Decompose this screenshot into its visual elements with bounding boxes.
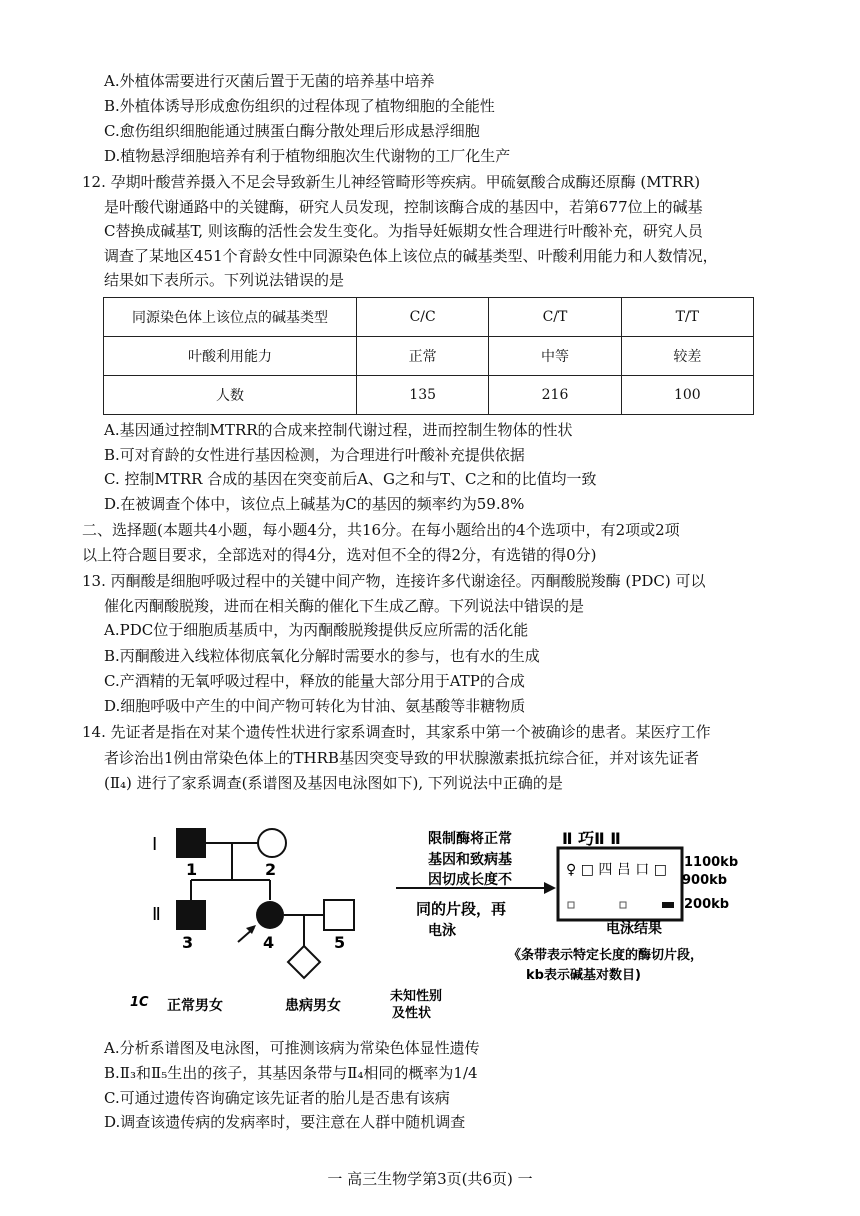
table-cell: 正常: [357, 337, 489, 376]
affected-male-symbol: [176, 828, 206, 858]
q11-option-c: C.愈伤组织细胞能通过胰蛋白酶分散处理后形成悬浮细胞: [104, 122, 480, 140]
q11-option-a: A.外植体需要进行灭菌后置于无菌的培养基中培养: [104, 72, 435, 90]
table-row: [104, 376, 754, 415]
table-row: [104, 298, 754, 337]
table-cell: 中等: [489, 337, 621, 376]
arrow-caption: 电泳: [428, 923, 456, 939]
band-size-label: 900kb: [682, 873, 728, 888]
q12-option-d: D.在被调查个体中，该位点上碱基为C的基因的频率约为59.8%: [104, 495, 525, 513]
q14-option-c: C.可通过遗传咨询确定该先证者的胎儿是否患有该病: [104, 1089, 450, 1107]
gel-caption: 电泳结果: [606, 921, 662, 937]
generation-label-1: I: [152, 834, 158, 855]
table-row: [104, 337, 754, 376]
table-cell: 较差: [621, 337, 753, 376]
table-cell: T/T: [621, 298, 753, 337]
gel-marks: ♀ □ 四 吕 口 □: [566, 862, 667, 878]
q13-option-c: C.产酒精的无氧呼吸过程中，释放的能量大部分用于ATP的合成: [104, 672, 525, 690]
individual-number: 3: [182, 933, 194, 952]
pedigree-figure: [120, 818, 760, 1023]
table-cell: C/T: [489, 298, 621, 337]
table-cell: 135: [357, 376, 489, 415]
gel-box: [558, 848, 682, 920]
q13-stem-line: 13. 丙酮酸是细胞呼吸过程中的关键中间产物，连接许多代谢途径。丙酮酸脱羧酶 (PDC) 可以: [82, 572, 706, 590]
q13-option-b: B.丙酮酸进入线粒体彻底氧化分解时需要水的参与，也有水的生成: [104, 647, 540, 665]
gel-header: Ⅱ 巧Ⅱ Ⅱ: [562, 829, 621, 848]
legend-mark: 1C: [130, 995, 149, 1010]
q12-stem-line: C替换成碱基T, 则该酶的活性会发生变化。为指导妊娠期女性合理进行叶酸补充，研究人员: [104, 222, 703, 240]
arrow-caption: 同的片段，再: [416, 900, 507, 918]
q14-stem-line: 14. 先证者是指在对某个遗传性状进行家系调查时，其家系中第一个被确诊的患者。某医疗工作: [82, 723, 711, 741]
band-size-label: 200kb: [684, 897, 730, 912]
q12-stem-line: 是叶酸代谢通路中的关键酶，研究人员发现，控制该酶合成的基因中，若第677位上的碱基: [104, 198, 703, 216]
normal-male-symbol: [324, 900, 354, 930]
table-cell: 100: [621, 376, 753, 415]
q13-stem-line: 催化丙酮酸脱羧，进而在相关酶的催化下生成乙醇。下列说法中错误的是: [104, 597, 585, 615]
table-cell: C/C: [357, 298, 489, 337]
gel-note: kb表示碱基对数目): [526, 968, 641, 983]
q12-option-a: A.基因通过控制MTRR的合成来控制代谢过程，进而控制生物体的性状: [104, 421, 573, 439]
individual-number: 1: [186, 860, 198, 879]
table-cell: 216: [489, 376, 621, 415]
legend-unknown: 及性状: [392, 1006, 432, 1021]
q12-data-table: [103, 297, 754, 415]
q14-stem-line: (Ⅱ₄) 进行了家系调查(系谱图及基因电泳图如下), 下列说法中正确的是: [104, 774, 563, 792]
q14-option-a: A.分析系谱图及电泳图，可推测该病为常染色体显性遗传: [104, 1039, 480, 1057]
q14-option-b: B.Ⅱ₃和Ⅱ₅生出的孩子，其基因条带与Ⅱ₄相同的概率为1/4: [104, 1064, 478, 1082]
section-heading: 以上符合题目要求，全部选对的得4分，选对但不全的得2分，有选错的得0分): [82, 546, 597, 564]
q13-option-d: D.细胞呼吸中产生的中间产物可转化为甘油、氨基酸等非糖物质: [104, 697, 526, 715]
section-heading: 二、选择题(本题共4小题，每小题4分，共16分。在每小题给出的4个选项中，有2项或2项: [82, 521, 680, 539]
gel-band: [662, 902, 674, 908]
arrow-caption: 基因和致病基: [428, 852, 512, 868]
affected-female-symbol: [256, 901, 284, 929]
individual-number: 5: [334, 933, 346, 952]
generation-label-2: Ⅱ: [152, 904, 161, 925]
q12-stem-line: 调查了某地区451个育龄女性中同源染色体上该位点的碱基类型、叶酸利用能力和人数情况，: [104, 247, 718, 265]
q12-stem-line: 12. 孕期叶酸营养摄入不足会导致新生儿神经管畸形等疾病。甲硫氨酸合成酶还原酶 (MTRR): [82, 173, 701, 191]
page-footer: 一 高三生物学第3页(共6页) 一: [327, 1170, 533, 1188]
q13-option-a: A.PDC位于细胞质基质中，为丙酮酸脱羧提供反应所需的活化能: [104, 621, 529, 639]
q12-stem-line: 结果如下表所示。下列说法错误的是: [104, 271, 345, 289]
q12-option-b: B.可对育龄的女性进行基因检测，为合理进行叶酸补充提供依据: [104, 446, 525, 464]
legend-unknown: 未知性别: [390, 989, 443, 1004]
q14-stem-line: 者诊治出1例由常染色体上的THRB基因突变导致的甲状腺激素抵抗综合征，并对该先证者: [104, 749, 699, 767]
legend-normal: 正常男女: [167, 998, 223, 1014]
gel-note: 《条带表示特定长度的酶切片段，: [508, 948, 704, 963]
table-cell: 叶酸利用能力: [104, 337, 357, 376]
process-arrow-head: [544, 882, 556, 894]
q14-option-d: D.调查该遗传病的发病率时，要注意在人群中随机调查: [104, 1113, 466, 1131]
table-cell: 同源染色体上该位点的碱基类型: [104, 298, 357, 337]
individual-number: 2: [265, 860, 277, 879]
normal-female-symbol: [258, 829, 286, 857]
arrow-caption: 限制酶将正常: [428, 831, 512, 847]
table-cell: 人数: [104, 376, 357, 415]
unknown-sex-symbol: [288, 946, 320, 978]
q11-option-d: D.植物悬浮细胞培养有利于植物细胞次生代谢物的工厂化生产: [104, 147, 511, 165]
affected-male-symbol: [176, 900, 206, 930]
legend-affected: 患病男女: [285, 998, 341, 1014]
arrow-caption: 因切成长度不: [428, 872, 512, 888]
individual-number: 4: [263, 933, 275, 952]
band-size-label: 1100kb: [684, 855, 739, 870]
q11-option-b: B.外植体诱导形成愈伤组织的过程体现了植物细胞的全能性: [104, 97, 495, 115]
q12-option-c: C. 控制MTRR 合成的基因在突变前后A、G之和与T、C之和的比值均一致: [104, 470, 597, 488]
